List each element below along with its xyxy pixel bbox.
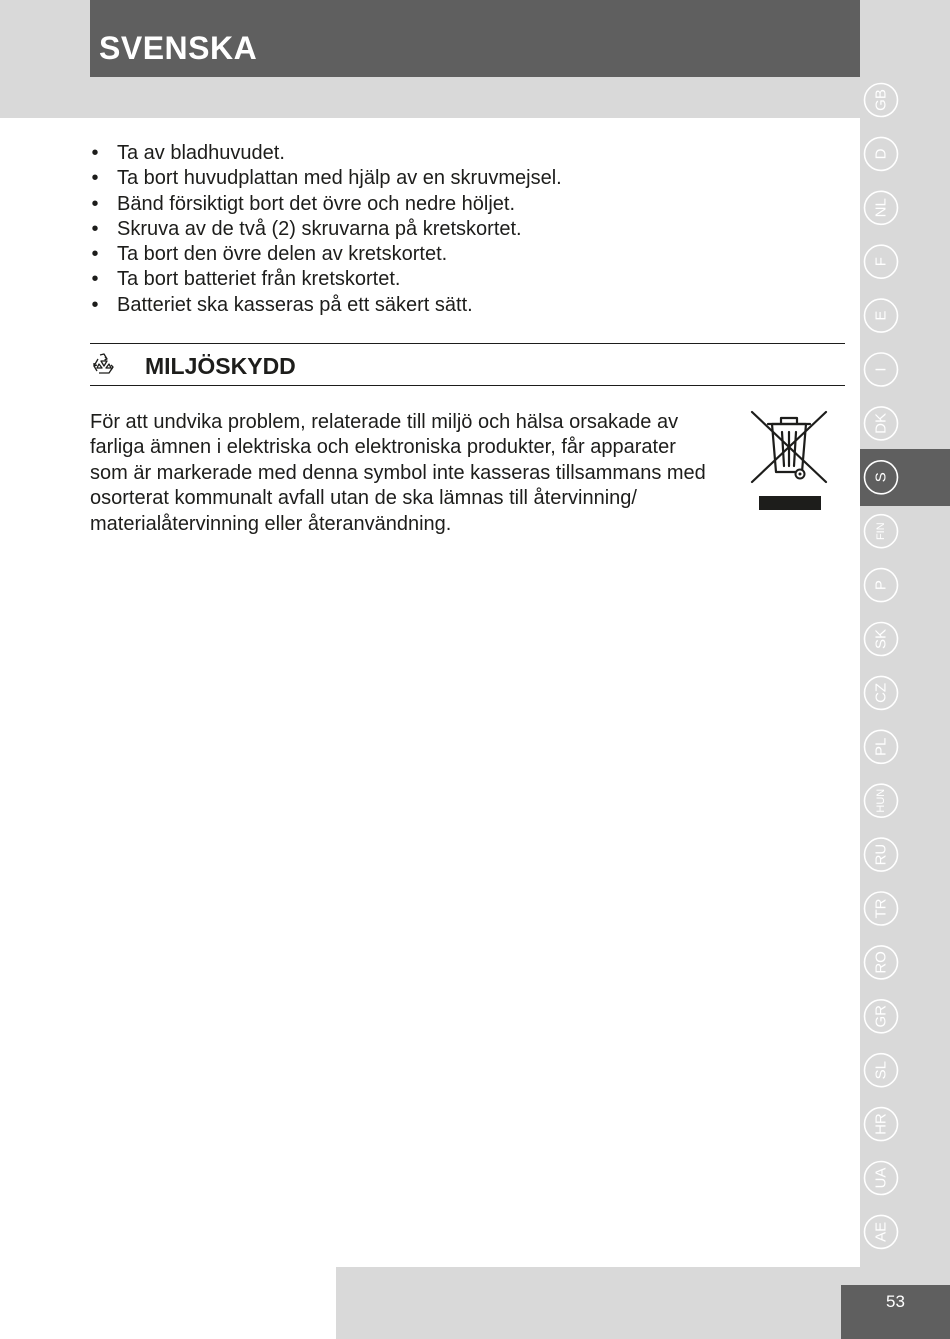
tab-label: S [872,472,890,483]
tab-tr[interactable] [865,892,898,925]
page-number: 53 [886,1292,905,1311]
tab-pl[interactable] [865,730,898,763]
tab-label: P [872,580,890,591]
section-top-divider [90,343,845,344]
tab-label: TR [872,898,890,919]
tab-ua[interactable] [865,1162,898,1195]
paragraph-line: materialåtervinning eller återanvändning. [90,512,452,535]
tab-gb[interactable] [865,84,898,117]
tab-label: CZ [872,682,890,703]
tab-label: UA [872,1167,890,1189]
tab-s[interactable] [865,461,898,494]
bullet-icon: • [91,142,99,164]
tab-label: F [872,257,890,267]
tab-label: HR [872,1113,890,1135]
list-item: • Ta av bladhuvudet. [90,141,830,166]
tab-label: GB [872,89,890,111]
tab-label: AE [872,1221,890,1242]
tab-fin[interactable] [865,515,898,548]
paragraph-line: För att undvika problem, relaterade till miljö och hälsa orsakade av [90,411,679,433]
section-title: MILJÖSKYDD [145,353,296,379]
tab-label: I [872,367,890,372]
tab-dk[interactable] [865,407,898,440]
list-item: • Ta bort den övre delen av kretskortet. [90,242,830,267]
tab-label: PL [872,737,890,756]
tab-ro[interactable] [865,946,898,979]
list-item: • Ta bort huvudplattan med hjälp av en skruvmejsel. [90,166,830,191]
bullet-icon: • [91,293,99,316]
tab-d[interactable] [865,137,898,170]
tab-label: SL [872,1061,890,1080]
paragraph-line: farliga ämnen i elektriska och elektroniska produkter, får apparater [90,436,676,459]
tab-nl[interactable] [865,191,898,224]
page-number-box [841,1285,950,1339]
tab-label: HUN [875,788,887,813]
tab-sl[interactable] [865,1054,898,1087]
tab-label: RO [872,951,890,974]
tab-sk[interactable] [865,623,898,656]
tab-label: SK [872,628,890,650]
bullet-icon: • [91,167,99,190]
language-tabs [860,70,950,1270]
tab-label: D [872,148,890,160]
bullet-icon: • [91,268,99,291]
tab-gr[interactable] [865,1000,898,1033]
tab-e[interactable] [865,299,898,332]
tab-f[interactable] [865,245,898,278]
recycle-icon [90,351,118,379]
tab-label: DK [872,412,890,434]
tab-label: RU [872,843,890,866]
tab-label: E [872,310,890,321]
tab-i[interactable] [865,353,898,386]
tab-p[interactable] [865,569,898,602]
list-item: • Bänd försiktigt bort det övre och nedre höljet. [90,192,830,217]
steps-list [90,141,830,318]
tab-hr[interactable] [865,1108,898,1141]
paragraph-line: som är markerade med denna symbol inte kasseras tillsammans med [90,461,706,484]
list-item: • Ta bort batteriet från kretskortet. [90,267,830,292]
tab-label: GR [872,1005,890,1028]
crossed-out-wheelie-bin-icon [750,410,828,512]
bullet-icon: • [91,192,99,215]
tab-ae[interactable] [865,1215,898,1248]
paragraph-line: osorterat kommunalt avfall utan de ska lämnas till återvinning/ [90,487,637,510]
tab-ru[interactable] [865,838,898,871]
tab-label: NL [872,198,890,218]
tab-hun[interactable] [865,784,898,817]
page-title: SVENSKA [99,30,258,66]
list-item: • Batteriet ska kasseras på ett säkert sätt. [90,293,830,318]
environment-paragraph [90,410,750,537]
bullet-icon: • [91,243,99,266]
section-bottom-divider [90,385,845,386]
bullet-icon: • [91,217,99,240]
tab-cz[interactable] [865,676,898,709]
list-item: • Skruva av de två (2) skruvarna på kretskortet. [90,217,830,242]
tab-label: FIN [875,522,887,541]
